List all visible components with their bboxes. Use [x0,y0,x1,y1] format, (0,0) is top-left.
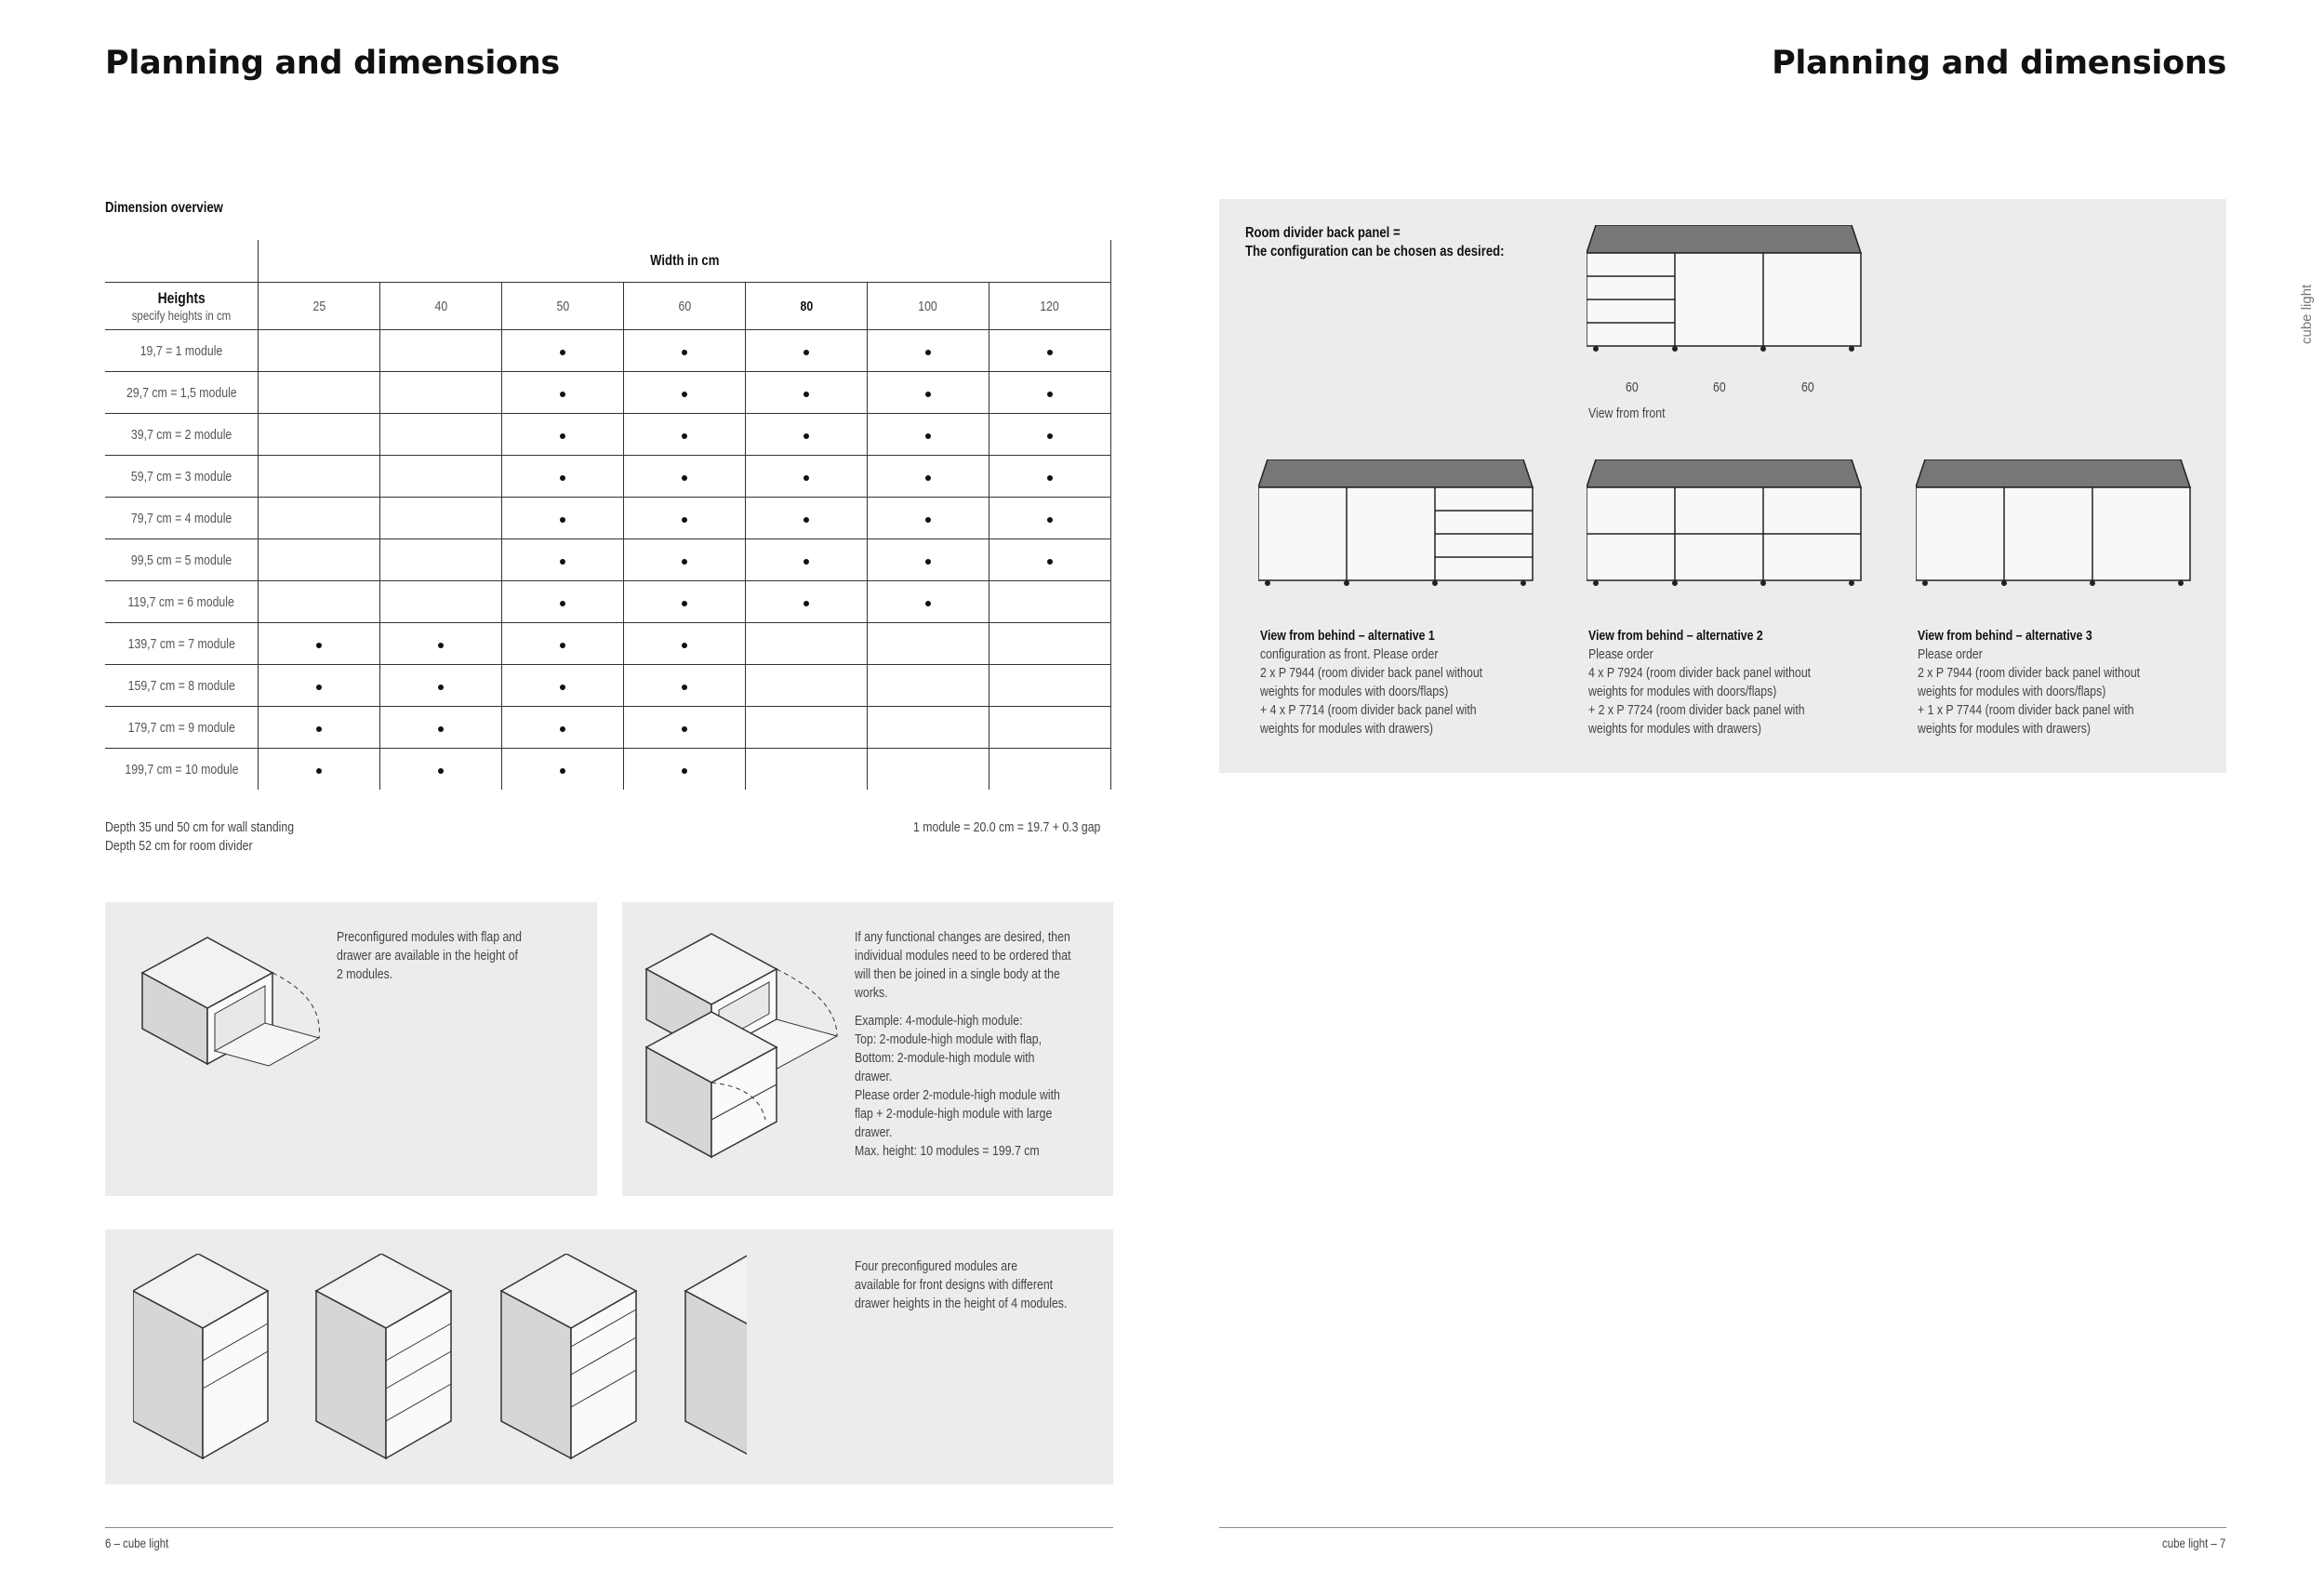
table-cell [380,414,502,456]
table-cell [624,707,746,749]
availability-dot [560,475,565,481]
availability-dot [803,559,809,565]
availability-dot [316,726,322,732]
table-cell [746,330,868,372]
table-cell [746,749,868,791]
width-col-25: 25 [259,283,380,330]
table-cell [259,749,380,791]
table-cell [989,749,1111,791]
footer-right: cube light – 7 [2162,1536,2226,1550]
table-cell [868,707,989,749]
heights-header: Heights specify heights in cm [105,283,259,330]
table-cell [259,372,380,414]
availability-dot [438,768,444,774]
panel2-text-b-5: flap + 2-module-high module with large [855,1106,1053,1122]
table-cell [989,372,1111,414]
table-cell [624,498,746,539]
table-cell [502,623,624,665]
availability-dot [1047,475,1053,481]
table-cell [259,539,380,581]
availability-dot [438,685,444,690]
joined-modules-illustration [637,924,860,1166]
table-cell [259,330,380,372]
panel1-text-1: drawer are available in the height of [337,948,518,964]
table-row [105,707,1111,749]
availability-dot [560,350,565,355]
availability-dot [803,475,809,481]
availability-dot [560,517,565,523]
drawer-module-3 [501,1254,636,1458]
table-cell [624,749,746,791]
availability-dot [803,433,809,439]
table-cell [502,707,624,749]
front-width-2: 60 [1801,379,1814,395]
drawer-module-2 [316,1254,451,1458]
drawer-modules-illustration [133,1254,747,1468]
front-view-illustration [1587,225,1866,355]
panel-drawer-modules [105,1230,1113,1484]
panel1-text-2: 2 modules. [337,966,393,982]
width-col-50: 50 [502,283,624,330]
table-cell [746,456,868,498]
availability-dot [925,433,931,439]
table-cell [746,372,868,414]
alt2-caption: View from behind – alternative 2 Please order 4 x P 7924 (room divider back panel without weights for modules with doors/flaps) + 2 x P 7724 (room divider back panel with weights for modules with drawers) [1588,628,1812,737]
table-cell [746,581,868,623]
table-cell [380,456,502,498]
table-cell [259,498,380,539]
table-row [105,623,1111,665]
panel2-text-a-2: will then be joined in a single body at the [855,966,1060,982]
front-width-0: 60 [1626,379,1639,395]
availability-dot [560,768,565,774]
room-divider-panel [1219,199,2226,773]
availability-dot [316,685,322,690]
table-cell [380,330,502,372]
table-cell [502,330,624,372]
availability-dot [438,726,444,732]
availability-dot [925,517,931,523]
panel2-text-b-2: Bottom: 2-module-high module with [855,1050,1035,1066]
width-col-120: 120 [989,283,1111,330]
height-label: 179,7 cm = 9 module [105,707,259,749]
availability-dot [925,475,931,481]
availability-dot [560,392,565,397]
front-width-1: 60 [1713,379,1726,395]
table-cell [989,665,1111,707]
module-note: 1 module = 20.0 cm = 19.7 + 0.3 gap [913,819,1101,835]
panel2-text-a-1: individual modules need to be ordered that [855,948,1071,964]
table-cell [868,665,989,707]
availability-dot [803,392,809,397]
alt2-illustration [1587,459,1866,590]
table-cell [502,749,624,791]
table-cell [502,456,624,498]
table-cell [624,539,746,581]
alt3-illustration [1916,459,2195,590]
table-cell [624,623,746,665]
width-col-80: 80 [746,283,868,330]
availability-dot [1047,350,1053,355]
availability-dot [682,392,687,397]
table-row [105,749,1111,791]
width-col-100: 100 [868,283,989,330]
availability-dot [682,433,687,439]
table-row [105,498,1111,539]
table-cell [380,749,502,791]
panel-flap-module [105,902,597,1196]
width-col-60: 60 [624,283,746,330]
table-cell [380,539,502,581]
table-cell [868,414,989,456]
availability-dot [682,643,687,648]
availability-dot [925,559,931,565]
table-cell [380,372,502,414]
table-cell [989,623,1111,665]
table-cell [624,456,746,498]
room-divider-title-1: Room divider back panel = [1245,225,1401,241]
height-label: 139,7 cm = 7 module [105,623,259,665]
panel3-text-0: Four preconfigured modules are [855,1258,1018,1274]
panel2-text-a-0: If any functional changes are desired, then [855,929,1070,945]
availability-dot [560,685,565,690]
table-cell [502,372,624,414]
footer-rule-right [1219,1527,2226,1528]
footer-left: 6 – cube light [105,1536,169,1550]
table-cell [989,330,1111,372]
availability-dot [560,643,565,648]
table-cell [502,539,624,581]
table-row [105,539,1111,581]
table-cell [746,665,868,707]
height-label: 199,7 cm = 10 module [105,749,259,791]
table-cell [259,581,380,623]
table-cell [624,414,746,456]
table-cell [380,581,502,623]
drawer-module-4 [685,1254,747,1458]
table-row [105,414,1111,456]
table-cell [989,456,1111,498]
table-cell [380,623,502,665]
panel-joined-modules [622,902,1113,1196]
side-label: cube light [2299,284,2315,344]
table-cell [868,330,989,372]
table-cell [380,665,502,707]
table-cell [989,581,1111,623]
availability-dot [1047,433,1053,439]
availability-dot [682,726,687,732]
alt1-illustration [1258,459,1537,590]
table-cell [624,581,746,623]
availability-dot [682,685,687,690]
table-row [105,581,1111,623]
table-cell [624,665,746,707]
height-label: 119,7 cm = 6 module [105,581,259,623]
table-cell [624,330,746,372]
availability-dot [925,601,931,606]
height-label: 99,5 cm = 5 module [105,539,259,581]
panel3-text-1: available for front designs with different [855,1277,1054,1293]
page-title-left: Planning and dimensions [105,45,560,82]
availability-dot [925,392,931,397]
dimension-table [105,240,1111,790]
panel1-text-0: Preconfigured modules with flap and [337,929,522,945]
footer-rule-left [105,1527,1113,1528]
table-cell [502,581,624,623]
height-label: 39,7 cm = 2 module [105,414,259,456]
alt3-caption: View from behind – alternative 3 Please order 2 x P 7944 (room divider back panel without weights for modules with doors/flaps) + 1 x P 7744 (room divider back panel with weights for modules with drawers) [1918,628,2141,737]
alt1-caption: View from behind – alternative 1 configuration as front. Please order 2 x P 7944 (room divider back panel without weights for modules with doors/flaps) + 4 x P 7714 (room divider back panel with weights for modules with drawers) [1260,628,1483,737]
table-cell [989,414,1111,456]
availability-dot [1047,517,1053,523]
availability-dot [682,559,687,565]
height-label: 29,7 cm = 1,5 module [105,372,259,414]
panel2-text-b-4: Please order 2-module-high module with [855,1087,1060,1103]
table-cell [868,749,989,791]
availability-dot [316,643,322,648]
availability-dot [803,517,809,523]
table-cell [746,623,868,665]
table-cell [259,665,380,707]
height-label: 159,7 cm = 8 module [105,665,259,707]
table-cell [746,539,868,581]
table-cell [259,414,380,456]
availability-dot [682,517,687,523]
table-cell [868,456,989,498]
availability-dot [682,475,687,481]
width-header: Width in cm [259,240,1111,283]
table-cell [868,372,989,414]
table-row [105,330,1111,372]
availability-dot [438,643,444,648]
table-cell [868,623,989,665]
panel2-text-b-6: drawer. [855,1124,893,1140]
availability-dot [682,768,687,774]
availability-dot [682,350,687,355]
table-cell [989,707,1111,749]
table-cell [868,539,989,581]
table-cell [624,372,746,414]
availability-dot [803,601,809,606]
room-divider-title-2: The configuration can be chosen as desired: [1245,244,1505,259]
table-cell [502,498,624,539]
front-caption: View from front [1588,406,1666,421]
panel2-text-b-3: drawer. [855,1069,893,1084]
availability-dot [560,433,565,439]
table-row [105,456,1111,498]
table-cell [989,539,1111,581]
table-cell [380,498,502,539]
panel2-text-b-1: Top: 2-module-high module with flap, [855,1031,1042,1047]
availability-dot [682,601,687,606]
height-label: 19,7 = 1 module [105,330,259,372]
availability-dot [925,350,931,355]
table-cell [868,498,989,539]
table-cell [259,623,380,665]
depth-note-2: Depth 52 cm for room divider [105,838,253,854]
availability-dot [560,601,565,606]
availability-dot [1047,392,1053,397]
panel2-text-b-7: Max. height: 10 modules = 199.7 cm [855,1143,1040,1159]
table-cell [259,456,380,498]
table-cell [746,707,868,749]
table-cell [380,707,502,749]
section-title: Dimension overview [105,200,223,216]
table-cell [502,665,624,707]
table-row [105,372,1111,414]
height-label: 79,7 cm = 4 module [105,498,259,539]
table-cell [746,414,868,456]
table-cell [989,498,1111,539]
depth-note-1: Depth 35 und 50 cm for wall standing [105,819,295,835]
flap-module-illustration [133,928,347,1068]
availability-dot [560,726,565,732]
drawer-module-1 [133,1254,268,1458]
page-title-right: Planning and dimensions [1772,45,2226,82]
table-cell [746,498,868,539]
panel2-text-b-0: Example: 4-module-high module: [855,1013,1023,1029]
table-row [105,665,1111,707]
availability-dot [560,559,565,565]
width-col-40: 40 [380,283,502,330]
availability-dot [803,350,809,355]
panel2-text-a-3: works. [855,985,888,1001]
table-cell [868,581,989,623]
availability-dot [1047,559,1053,565]
availability-dot [316,768,322,774]
table-cell [259,707,380,749]
table-cell [502,414,624,456]
height-label: 59,7 cm = 3 module [105,456,259,498]
panel3-text-2: drawer heights in the height of 4 modules. [855,1296,1068,1311]
